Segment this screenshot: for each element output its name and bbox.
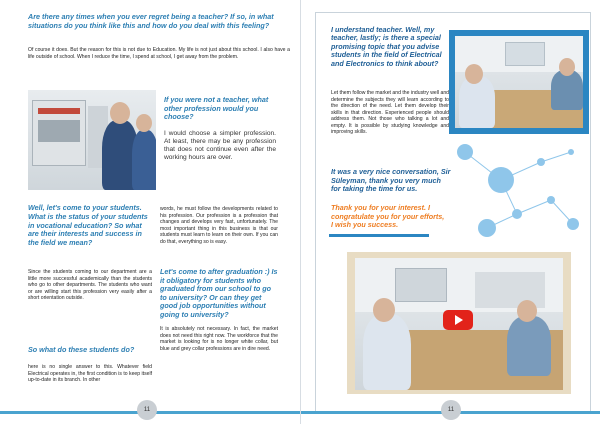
answer-promising-topic: Let them follow the market and the industry well and determine the subjects they will learn according to the direction of the need. Let them develop their skills in that direction. Experienced people should address them. Not those who talking a lot and empty. It is possible by studying knowledge and improving skills. <box>331 90 449 135</box>
youtube-play-icon[interactable] <box>443 310 473 330</box>
page-number: 11 <box>441 400 461 420</box>
page-number: 11 <box>137 400 157 420</box>
answer-students-status: Since the students coming to our department are a little more successful academically than the students who go to other departments. The students who want or are willing start this profession very easily after a short orientation outside. <box>28 269 152 301</box>
teacher-reply: Thank you for your interest. I congratulate you for your efforts, I wish you success. <box>331 203 445 230</box>
question-regret: Are there any times when you ever regret being a teacher? If so, in what situations do you think like this and how do you deal with this feeling? <box>28 12 274 30</box>
right-page <box>300 0 600 424</box>
answer-regret: Of course it does. But the reason for this is not due to Education. My life is not just about this school. I also have a life outside of school. When I reduce the time, I spend at school, I get away from the problem. <box>28 47 290 60</box>
interview-photo-top <box>455 36 583 128</box>
video-thumbnail[interactable] <box>355 258 563 390</box>
question-other-profession: If you were not a teacher, what other profession would you choose? <box>164 95 269 122</box>
answer-after-graduation: It is absolutely not necessary. In fact, the market does not need this right now. The workforce that the market is looking for is no longer white collar, but blue and grey collar professions are in dire need. <box>160 326 278 352</box>
question-students-status: Well, let's come to your students. What is the status of your students in vocational education? So what are their interests and success in the field we mean? <box>28 203 148 248</box>
answer-what-students-do: here is no single answer to this. Whatever field Electrical operates in, the first condition is to keep itself up-to-date in its branch. In other <box>28 364 152 383</box>
workshop-photo <box>28 90 156 190</box>
reply-underline <box>329 234 429 237</box>
question-promising-topic: I understand teacher. Well, my teacher, lastly; is there a special promising topic that you advise students in the field of Electrical and Electronics to think about? <box>331 25 442 68</box>
answer-other-profession: I would choose a simpler profession. At least, there may be any profession that does not continue even after the working hours are over. <box>164 130 276 161</box>
question-what-students-do: So what do these students do? <box>28 345 135 354</box>
question-after-graduation: Let's come to after graduation :) Is it obligatory for students who graduated from our school to go to university? Or can they get good job opportunities without going to university? <box>160 267 278 319</box>
network-bubbles-decoration <box>451 134 591 244</box>
closing-question: It was a very nice conversation, Sir Süleyman, thank you very much for taking the time for us. <box>331 167 451 194</box>
answer-what-students-do-continued: words, he must follow the developments related to his profession. Our profession is a profession that changes and develops very fast, unfortunately. The most important thing in this business is that our students must learn to learn on their own. If you can do that, everything so is easy. <box>160 206 278 245</box>
